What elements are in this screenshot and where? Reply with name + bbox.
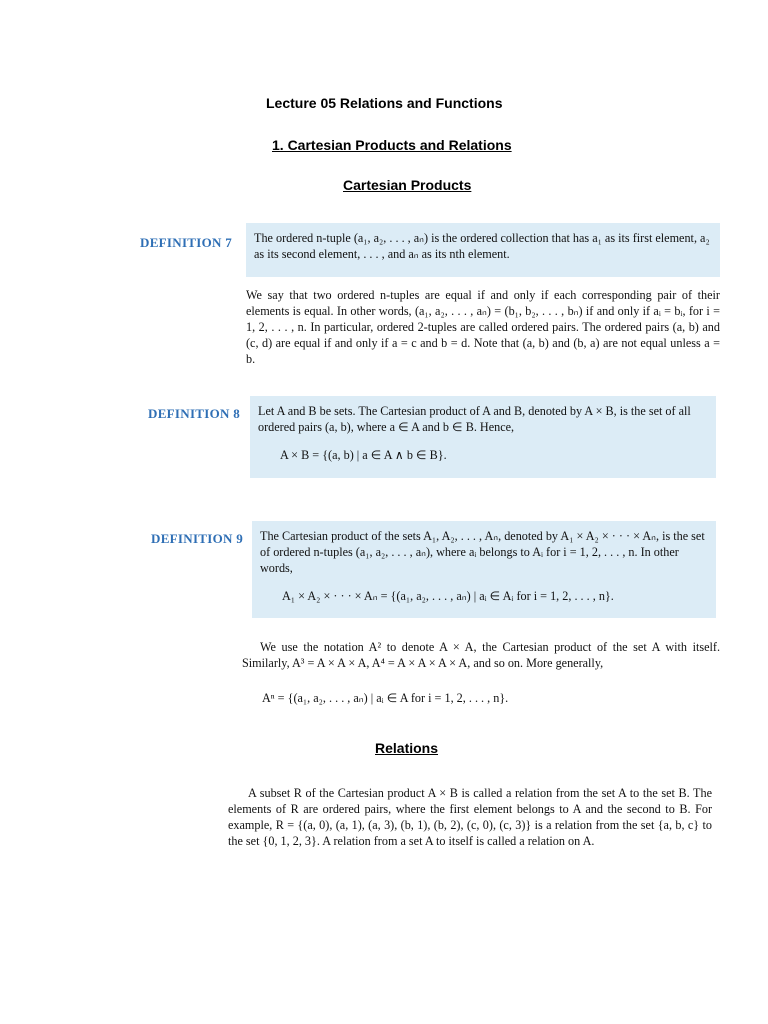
subheading-relations: Relations bbox=[375, 740, 439, 756]
document-title: Lecture 05 Relations and Functions bbox=[266, 95, 503, 111]
subheading-cartesian-products: Cartesian Products bbox=[343, 177, 472, 193]
definition-8-equation: A × B = {(a, b) | a ∈ A ∧ b ∈ B}. bbox=[280, 448, 447, 462]
definition-8-label: DEFINITION 8 bbox=[148, 406, 241, 421]
paragraph-notation: We use the notation A² to denote A × A, the Cartesian product of the set A with itself. Similarly, A³ = A × A × A, A⁴ = A × A × A × A, and so on. More generally, bbox=[242, 640, 720, 670]
paragraph-relations: A subset R of the Cartesian product A × B is called a relation from the set A to the set B. The elements of R are ordered pairs, where the first element belongs to A and the second to B. For example, R = {(a, 0), (a, 1), (a, 3), (b, 1), (b, 2), (c, 0), (c, 3)} is a relation from the set {a, b, c} to the set {0, 1, 2, 3}. A relation from a set A to itself is called a relation on A. bbox=[228, 786, 712, 848]
definition-7-box bbox=[246, 223, 720, 277]
paragraph-tuples-equal: We say that two ordered n-tuples are equal if and only if each corresponding pair of their elements is equal. In other words, (a₁, a₂, . . . , aₙ) = (b₁, b₂, . . . , bₙ) if and only if aᵢ = bᵢ, for i = 1, 2, . . . , n. In particular, ordered 2-tuples are called ordered pairs. The ordered pairs (a, b) and (c, d) are equal if and only if a = c and b = d. Note that (a, b) and (b, a) are not equal unless a = b. bbox=[246, 288, 720, 366]
definition-9-box bbox=[252, 521, 716, 618]
definition-9-equation: A₁ × A₂ × · · · × Aₙ = {(a₁, a₂, . . . , aₙ) | aᵢ ∈ Aᵢ for i = 1, 2, . . . , n}. bbox=[282, 589, 614, 603]
notation-equation: Aⁿ = {(a₁, a₂, . . . , aₙ) | aᵢ ∈ A for i = 1, 2, . . . , n}. bbox=[262, 691, 509, 705]
definition-7-label: DEFINITION 7 bbox=[140, 235, 233, 250]
section-heading: 1. Cartesian Products and Relations bbox=[272, 137, 512, 153]
definition-9-label: DEFINITION 9 bbox=[151, 531, 244, 546]
definition-9-text: The Cartesian product of the sets A₁, A₂, . . . , Aₙ, denoted by A₁ × A₂ × · · · × Aₙ, is the set of ordered n-tuples (a₁, a₂, . . . , aₙ), where aᵢ belongs to Aᵢ for i = 1, 2, . . . , n. In other words, bbox=[260, 529, 705, 575]
definition-8-box bbox=[250, 396, 716, 478]
definition-7-text: The ordered n-tuple (a₁, a₂, . . . , aₙ) is the ordered collection that has a₁ as its first element, a₂ as its second element, . . . , and aₙ as its nth element. bbox=[254, 231, 710, 261]
definition-8-text: Let A and B be sets. The Cartesian product of A and B, denoted by A × B, is the set of all ordered pairs (a, b), where a ∈ A and b ∈ B. Hence, bbox=[258, 404, 691, 434]
